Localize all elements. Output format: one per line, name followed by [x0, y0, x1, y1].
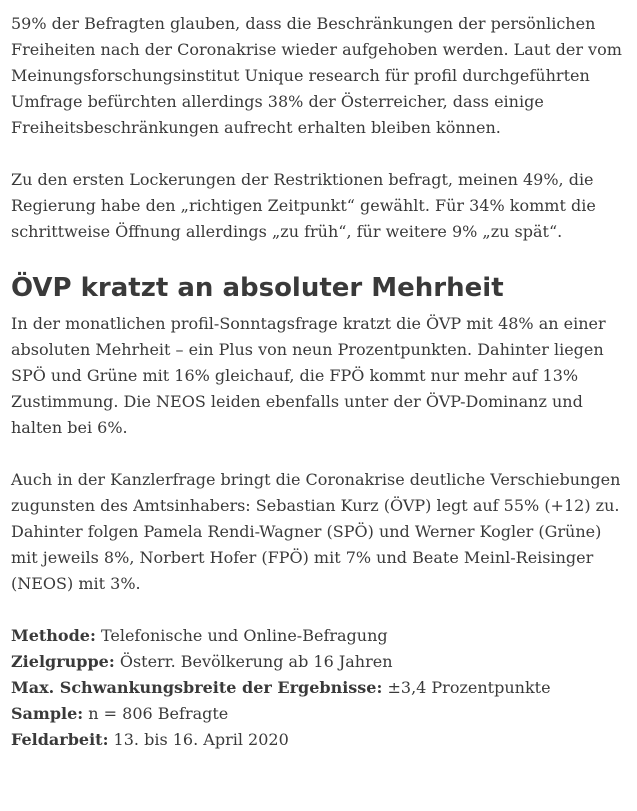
- methodology-value: 13. bis 16. April 2020: [108, 730, 289, 749]
- methodology-label: Sample:: [11, 704, 84, 723]
- paragraph-easing: Zu den ersten Lockerungen der Restriktionen befragt, meinen 49%, die Regierung habe den „richtigen Zeitpunkt“ gewählt. Für 34% kommt die schrittweise Öffnung allerdings „zu früh“, für weitere 9% „zu spät“.: [11, 170, 596, 241]
- paragraph-restrictions: 59% der Befragten glauben, dass die Beschränkungen der persönlichen Freiheiten nach der Coronakrise wieder aufgehoben werden. Laut der vom Meinungsforschungsinstitut Unique research für profil durchgeführten Umfrage befürchten allerdings 38% der Österreicher, dass einige Freiheitsbeschränkungen aufrecht erhalten bleiben können.: [11, 14, 622, 137]
- methodology-method: [11, 623, 631, 649]
- methodology-value: n = 806 Befragte: [83, 704, 229, 723]
- methodology-sample: [11, 701, 631, 727]
- paragraph-sunday-poll: In der monatlichen profil-Sonntagsfrage kratzt die ÖVP mit 48% an einer absoluten Mehrheit – ein Plus von neun Prozentpunkten. Dahinter liegen SPÖ und Grüne mit 16% gleichauf, die FPÖ kommt nur mehr auf 13% Zustimmung. Die NEOS leiden ebenfalls unter der ÖVP-Dominanz und halten bei 6%.: [11, 314, 606, 437]
- methodology-target-group: [11, 649, 631, 675]
- methodology-value: Österr. Bevölkerung ab 16 Jahren: [114, 652, 393, 671]
- methodology-label: Zielgruppe:: [11, 652, 115, 671]
- methodology-value: ±3,4 Prozentpunkte: [382, 678, 551, 697]
- paragraph-chancellor-question: Auch in der Kanzlerfrage bringt die Coronakrise deutliche Verschiebungen zugunsten des Amtsinhabers: Sebastian Kurz (ÖVP) legt auf 55% (+12) zu. Dahinter folgen Pamela Rendi-Wagner (SPÖ) und Werner Kogler (Grüne) mit jeweils 8%, Norbert Hofer (FPÖ) mit 7% und Beate Meinl-Reisinger (NEOS) mit 3%.: [11, 470, 621, 593]
- methodology-margin-of-error: [11, 675, 631, 701]
- article-body: [11, 11, 631, 753]
- methodology-fieldwork: [11, 727, 631, 753]
- methodology-label: Max. Schwankungsbreite der Ergebnisse:: [11, 678, 383, 697]
- methodology-label: Methode:: [11, 626, 96, 645]
- section-heading: ÖVP kratzt an absoluter Mehrheit: [11, 273, 504, 303]
- methodology-block: [11, 623, 631, 753]
- methodology-label: Feldarbeit:: [11, 730, 109, 749]
- methodology-value: Telefonische und Online-Befragung: [95, 626, 388, 645]
